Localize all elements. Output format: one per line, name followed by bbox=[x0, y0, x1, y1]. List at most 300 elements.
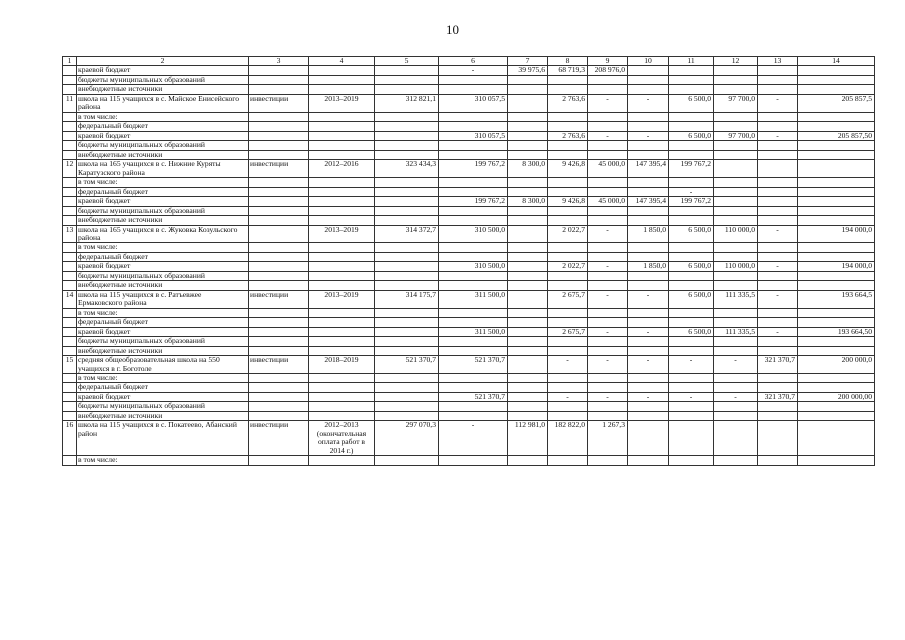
table-cell bbox=[309, 373, 375, 383]
table-cell bbox=[548, 402, 588, 412]
table-cell bbox=[249, 187, 309, 197]
table-cell: 310 500,0 bbox=[439, 262, 508, 272]
table-cell: бюджеты муниципальных образований bbox=[77, 206, 249, 216]
table-cell bbox=[798, 160, 875, 178]
table-row bbox=[63, 402, 875, 412]
table-cell bbox=[548, 318, 588, 328]
table-cell bbox=[309, 141, 375, 151]
table-cell bbox=[628, 178, 669, 188]
table-cell: - bbox=[588, 262, 628, 272]
table-cell bbox=[439, 206, 508, 216]
table-cell bbox=[798, 456, 875, 466]
table-cell bbox=[628, 243, 669, 253]
table-cell bbox=[758, 216, 798, 226]
table-cell bbox=[758, 411, 798, 421]
table-cell bbox=[548, 411, 588, 421]
table-cell: 310 057,5 bbox=[439, 131, 508, 141]
table-cell bbox=[628, 346, 669, 356]
table-cell bbox=[628, 66, 669, 76]
table-cell bbox=[309, 66, 375, 76]
table-cell bbox=[798, 281, 875, 291]
table-cell bbox=[628, 75, 669, 85]
table-row bbox=[63, 271, 875, 281]
table-cell: 2012–2016 bbox=[309, 160, 375, 178]
table-cell bbox=[249, 308, 309, 318]
table-cell bbox=[439, 281, 508, 291]
table-cell bbox=[628, 281, 669, 291]
table-cell bbox=[588, 243, 628, 253]
table-cell bbox=[309, 337, 375, 347]
table-cell bbox=[249, 243, 309, 253]
table-cell: внебюджетные источники bbox=[77, 85, 249, 95]
table-cell bbox=[714, 318, 758, 328]
table-cell bbox=[588, 346, 628, 356]
column-header: 12 bbox=[714, 57, 758, 66]
table-cell bbox=[309, 75, 375, 85]
column-header: 7 bbox=[508, 57, 548, 66]
table-cell bbox=[508, 327, 548, 337]
table-cell bbox=[375, 206, 439, 216]
table-cell: 312 821,1 bbox=[375, 94, 439, 112]
table-cell bbox=[309, 383, 375, 393]
table-cell bbox=[375, 75, 439, 85]
table-cell bbox=[63, 150, 77, 160]
table-cell: инвестиции bbox=[249, 290, 309, 308]
table-cell: школа на 115 учащихся в с. Покатеево, Абанский район bbox=[77, 421, 249, 456]
table-cell: бюджеты муниципальных образований bbox=[77, 337, 249, 347]
table-cell bbox=[758, 271, 798, 281]
table-cell bbox=[439, 318, 508, 328]
table-cell bbox=[249, 112, 309, 122]
table-cell: 310 500,0 bbox=[439, 225, 508, 243]
table-cell bbox=[548, 187, 588, 197]
table-cell bbox=[375, 150, 439, 160]
table-cell bbox=[439, 112, 508, 122]
table-cell bbox=[588, 141, 628, 151]
table-cell bbox=[249, 225, 309, 243]
table-cell bbox=[669, 346, 714, 356]
table-cell bbox=[714, 411, 758, 421]
table-row bbox=[63, 411, 875, 421]
table-cell bbox=[669, 456, 714, 466]
table-cell bbox=[714, 141, 758, 151]
table-cell bbox=[548, 206, 588, 216]
table-cell bbox=[714, 206, 758, 216]
table-cell bbox=[508, 225, 548, 243]
table-cell bbox=[758, 337, 798, 347]
table-cell bbox=[588, 150, 628, 160]
table-cell: 2 675,7 bbox=[548, 327, 588, 337]
table-cell bbox=[628, 337, 669, 347]
table-cell bbox=[758, 421, 798, 456]
table-cell bbox=[714, 243, 758, 253]
table-cell: внебюджетные источники bbox=[77, 216, 249, 226]
table-cell bbox=[249, 373, 309, 383]
table-cell bbox=[714, 373, 758, 383]
table-cell: 2012–2013 (окончательная оплата работ в 2014 г.) bbox=[309, 421, 375, 456]
table-cell bbox=[548, 271, 588, 281]
table-cell bbox=[508, 85, 548, 95]
table-cell bbox=[758, 75, 798, 85]
table-cell bbox=[249, 216, 309, 226]
table-cell: 205 857,5 bbox=[798, 94, 875, 112]
table-cell: - bbox=[669, 187, 714, 197]
table-cell: 1 850,0 bbox=[628, 225, 669, 243]
table-cell bbox=[548, 112, 588, 122]
table-row bbox=[63, 327, 875, 337]
table-cell bbox=[375, 112, 439, 122]
table-cell: бюджеты муниципальных образований bbox=[77, 75, 249, 85]
table-row bbox=[63, 122, 875, 132]
table-cell bbox=[63, 346, 77, 356]
table-cell: в том числе: bbox=[77, 243, 249, 253]
table-cell bbox=[63, 141, 77, 151]
table-cell: школа на 165 учащихся в с. Жуковка Козульского района bbox=[77, 225, 249, 243]
table-cell bbox=[508, 252, 548, 262]
table-cell bbox=[63, 66, 77, 76]
table-cell: в том числе: bbox=[77, 178, 249, 188]
table-cell bbox=[309, 131, 375, 141]
table-cell bbox=[798, 271, 875, 281]
table-cell: 147 395,4 bbox=[628, 197, 669, 207]
table-cell bbox=[798, 318, 875, 328]
table-cell: 2013–2019 bbox=[309, 290, 375, 308]
table-cell: - bbox=[758, 327, 798, 337]
table-cell bbox=[249, 392, 309, 402]
table-cell bbox=[309, 187, 375, 197]
table-cell bbox=[588, 281, 628, 291]
table-cell bbox=[798, 150, 875, 160]
table-cell bbox=[758, 383, 798, 393]
table-cell bbox=[669, 150, 714, 160]
table-cell: - bbox=[758, 262, 798, 272]
table-cell bbox=[508, 290, 548, 308]
table-cell bbox=[548, 373, 588, 383]
table-cell bbox=[309, 85, 375, 95]
table-cell: - bbox=[758, 131, 798, 141]
table-row bbox=[63, 308, 875, 318]
table-cell bbox=[588, 318, 628, 328]
table-cell bbox=[548, 150, 588, 160]
table-row bbox=[63, 112, 875, 122]
table-cell: 13 bbox=[63, 225, 77, 243]
table-cell bbox=[628, 411, 669, 421]
table-cell: федеральный бюджет bbox=[77, 252, 249, 262]
table-cell: в том числе: bbox=[77, 373, 249, 383]
table-cell: 321 370,7 bbox=[758, 356, 798, 374]
table-cell bbox=[758, 281, 798, 291]
table-cell: - bbox=[628, 94, 669, 112]
table-cell bbox=[249, 402, 309, 412]
table-cell bbox=[758, 252, 798, 262]
table-cell bbox=[669, 383, 714, 393]
table-cell bbox=[669, 402, 714, 412]
table-cell bbox=[375, 85, 439, 95]
table-cell bbox=[758, 206, 798, 216]
table-cell bbox=[714, 456, 758, 466]
table-cell bbox=[758, 66, 798, 76]
table-cell bbox=[508, 112, 548, 122]
table-row bbox=[63, 141, 875, 151]
table-cell bbox=[758, 402, 798, 412]
table-cell bbox=[309, 112, 375, 122]
table-cell bbox=[628, 112, 669, 122]
table-cell: 11 bbox=[63, 94, 77, 112]
table-cell bbox=[798, 243, 875, 253]
table-cell bbox=[758, 346, 798, 356]
table-cell bbox=[669, 373, 714, 383]
table-cell bbox=[758, 197, 798, 207]
table-cell bbox=[669, 252, 714, 262]
table-cell bbox=[508, 122, 548, 132]
table-cell: 45 000,0 bbox=[588, 197, 628, 207]
table-cell bbox=[628, 252, 669, 262]
table-cell: инвестиции bbox=[249, 421, 309, 456]
table-cell bbox=[669, 206, 714, 216]
table-cell bbox=[669, 308, 714, 318]
table-cell bbox=[249, 456, 309, 466]
table-cell bbox=[669, 66, 714, 76]
table-cell: 45 000,0 bbox=[588, 160, 628, 178]
table-cell bbox=[588, 75, 628, 85]
table-cell bbox=[63, 206, 77, 216]
table-cell bbox=[758, 112, 798, 122]
table-cell bbox=[508, 373, 548, 383]
table-cell: 311 500,0 bbox=[439, 327, 508, 337]
table-cell: 14 bbox=[63, 290, 77, 308]
table-cell bbox=[375, 411, 439, 421]
column-header: 5 bbox=[375, 57, 439, 66]
table-cell bbox=[63, 216, 77, 226]
table-cell bbox=[588, 206, 628, 216]
table-cell: - bbox=[758, 225, 798, 243]
table-cell bbox=[375, 141, 439, 151]
table-row bbox=[63, 262, 875, 272]
table-cell bbox=[63, 262, 77, 272]
table-cell bbox=[375, 383, 439, 393]
table-cell bbox=[439, 150, 508, 160]
table-row bbox=[63, 85, 875, 95]
table-cell bbox=[758, 456, 798, 466]
table-cell: 310 057,5 bbox=[439, 94, 508, 112]
table-cell: 200 000,0 bbox=[798, 356, 875, 374]
table-cell bbox=[798, 346, 875, 356]
table-cell: 68 719,3 bbox=[548, 66, 588, 76]
table-cell bbox=[798, 373, 875, 383]
table-cell bbox=[508, 308, 548, 318]
table-cell: - bbox=[758, 290, 798, 308]
table-cell bbox=[714, 112, 758, 122]
column-header: 4 bbox=[309, 57, 375, 66]
table-cell bbox=[249, 281, 309, 291]
table-cell bbox=[309, 150, 375, 160]
table-cell bbox=[588, 216, 628, 226]
table-cell bbox=[758, 160, 798, 178]
table-cell bbox=[714, 85, 758, 95]
table-header-row bbox=[63, 57, 875, 66]
column-header: 11 bbox=[669, 57, 714, 66]
table-cell bbox=[375, 373, 439, 383]
table-cell: 9 426,8 bbox=[548, 160, 588, 178]
table-cell: в том числе: bbox=[77, 308, 249, 318]
table-cell bbox=[588, 271, 628, 281]
table-cell bbox=[63, 327, 77, 337]
table-cell: 2 763,6 bbox=[548, 131, 588, 141]
table-cell: федеральный бюджет bbox=[77, 383, 249, 393]
table-cell bbox=[249, 131, 309, 141]
table-cell: 521 370,7 bbox=[375, 356, 439, 374]
table-cell: 1 267,3 bbox=[588, 421, 628, 456]
table-cell bbox=[439, 271, 508, 281]
table-cell: 199 767,2 bbox=[439, 160, 508, 178]
table-cell bbox=[375, 456, 439, 466]
table-cell bbox=[375, 402, 439, 412]
table-cell bbox=[588, 122, 628, 132]
table-cell bbox=[508, 187, 548, 197]
table-cell: 97 700,0 bbox=[714, 131, 758, 141]
table-cell: 194 000,0 bbox=[798, 225, 875, 243]
table-cell bbox=[508, 141, 548, 151]
table-cell bbox=[588, 308, 628, 318]
table-cell: в том числе: bbox=[77, 456, 249, 466]
table-cell bbox=[63, 122, 77, 132]
table-cell bbox=[508, 131, 548, 141]
table-cell bbox=[249, 327, 309, 337]
table-cell bbox=[309, 216, 375, 226]
table-row bbox=[63, 243, 875, 253]
table-cell bbox=[375, 66, 439, 76]
table-cell bbox=[375, 308, 439, 318]
table-cell bbox=[628, 456, 669, 466]
table-cell bbox=[508, 216, 548, 226]
table-cell: 8 300,0 bbox=[508, 160, 548, 178]
table-cell bbox=[508, 318, 548, 328]
table-cell bbox=[375, 216, 439, 226]
table-cell bbox=[669, 271, 714, 281]
table-cell: внебюджетные источники bbox=[77, 411, 249, 421]
column-header: 8 bbox=[548, 57, 588, 66]
table-cell bbox=[63, 383, 77, 393]
table-cell: - bbox=[714, 392, 758, 402]
table-cell bbox=[758, 373, 798, 383]
table-cell bbox=[63, 271, 77, 281]
table-cell bbox=[628, 206, 669, 216]
table-cell: краевой бюджет bbox=[77, 262, 249, 272]
table-cell: 111 335,5 bbox=[714, 290, 758, 308]
table-cell bbox=[588, 112, 628, 122]
table-cell bbox=[758, 187, 798, 197]
table-cell bbox=[588, 373, 628, 383]
table-row bbox=[63, 197, 875, 207]
table-cell: - bbox=[628, 327, 669, 337]
table-cell bbox=[249, 337, 309, 347]
table-cell bbox=[758, 318, 798, 328]
table-cell bbox=[669, 85, 714, 95]
table-cell bbox=[798, 75, 875, 85]
table-cell bbox=[249, 122, 309, 132]
table-cell bbox=[508, 456, 548, 466]
table-row bbox=[63, 75, 875, 85]
table-cell: бюджеты муниципальных образований bbox=[77, 271, 249, 281]
table-cell bbox=[309, 197, 375, 207]
table-cell: внебюджетные источники bbox=[77, 346, 249, 356]
table-cell bbox=[588, 383, 628, 393]
table-cell bbox=[439, 402, 508, 412]
table-cell bbox=[63, 402, 77, 412]
table-cell bbox=[249, 197, 309, 207]
table-cell bbox=[548, 252, 588, 262]
table-row bbox=[63, 392, 875, 402]
column-header: 10 bbox=[628, 57, 669, 66]
table-cell: 8 300,0 bbox=[508, 197, 548, 207]
table-cell bbox=[669, 178, 714, 188]
table-cell: 182 822,0 bbox=[548, 421, 588, 456]
table-cell bbox=[798, 187, 875, 197]
table-cell bbox=[798, 252, 875, 262]
table-cell: - bbox=[439, 66, 508, 76]
table-cell bbox=[309, 318, 375, 328]
table-cell bbox=[714, 271, 758, 281]
table-cell bbox=[714, 75, 758, 85]
table-cell bbox=[249, 75, 309, 85]
table-cell bbox=[548, 456, 588, 466]
table-cell bbox=[309, 281, 375, 291]
table-cell bbox=[63, 337, 77, 347]
table-cell bbox=[669, 141, 714, 151]
table-cell: - bbox=[588, 290, 628, 308]
table-cell: бюджеты муниципальных образований bbox=[77, 141, 249, 151]
table-cell bbox=[669, 216, 714, 226]
table-cell bbox=[309, 271, 375, 281]
table-cell bbox=[628, 150, 669, 160]
table-cell: 1 850,0 bbox=[628, 262, 669, 272]
table-cell: 16 bbox=[63, 421, 77, 456]
table-cell: 9 426,8 bbox=[548, 197, 588, 207]
table-cell: бюджеты муниципальных образований bbox=[77, 402, 249, 412]
table-cell bbox=[628, 122, 669, 132]
table-cell: 205 857,50 bbox=[798, 131, 875, 141]
table-cell bbox=[548, 141, 588, 151]
table-row bbox=[63, 94, 875, 112]
table-cell: в том числе: bbox=[77, 112, 249, 122]
table-cell bbox=[439, 383, 508, 393]
table-cell: 323 434,3 bbox=[375, 160, 439, 178]
column-header: 3 bbox=[249, 57, 309, 66]
table-cell bbox=[798, 216, 875, 226]
table-cell: 97 700,0 bbox=[714, 94, 758, 112]
table-cell: краевой бюджет bbox=[77, 197, 249, 207]
table-cell bbox=[63, 392, 77, 402]
table-cell bbox=[375, 243, 439, 253]
table-cell bbox=[798, 411, 875, 421]
table-cell: 193 664,50 bbox=[798, 327, 875, 337]
table-cell bbox=[548, 308, 588, 318]
table-row bbox=[63, 206, 875, 216]
table-cell: - bbox=[548, 392, 588, 402]
table-cell: 194 000,0 bbox=[798, 262, 875, 272]
table-cell bbox=[309, 346, 375, 356]
table-cell: 6 500,0 bbox=[669, 94, 714, 112]
table-cell bbox=[309, 456, 375, 466]
table-cell bbox=[588, 85, 628, 95]
table-cell bbox=[439, 456, 508, 466]
table-cell bbox=[63, 178, 77, 188]
table-cell: 6 500,0 bbox=[669, 327, 714, 337]
table-cell: - bbox=[588, 356, 628, 374]
table-cell: - bbox=[588, 94, 628, 112]
table-row bbox=[63, 281, 875, 291]
table-cell bbox=[548, 85, 588, 95]
